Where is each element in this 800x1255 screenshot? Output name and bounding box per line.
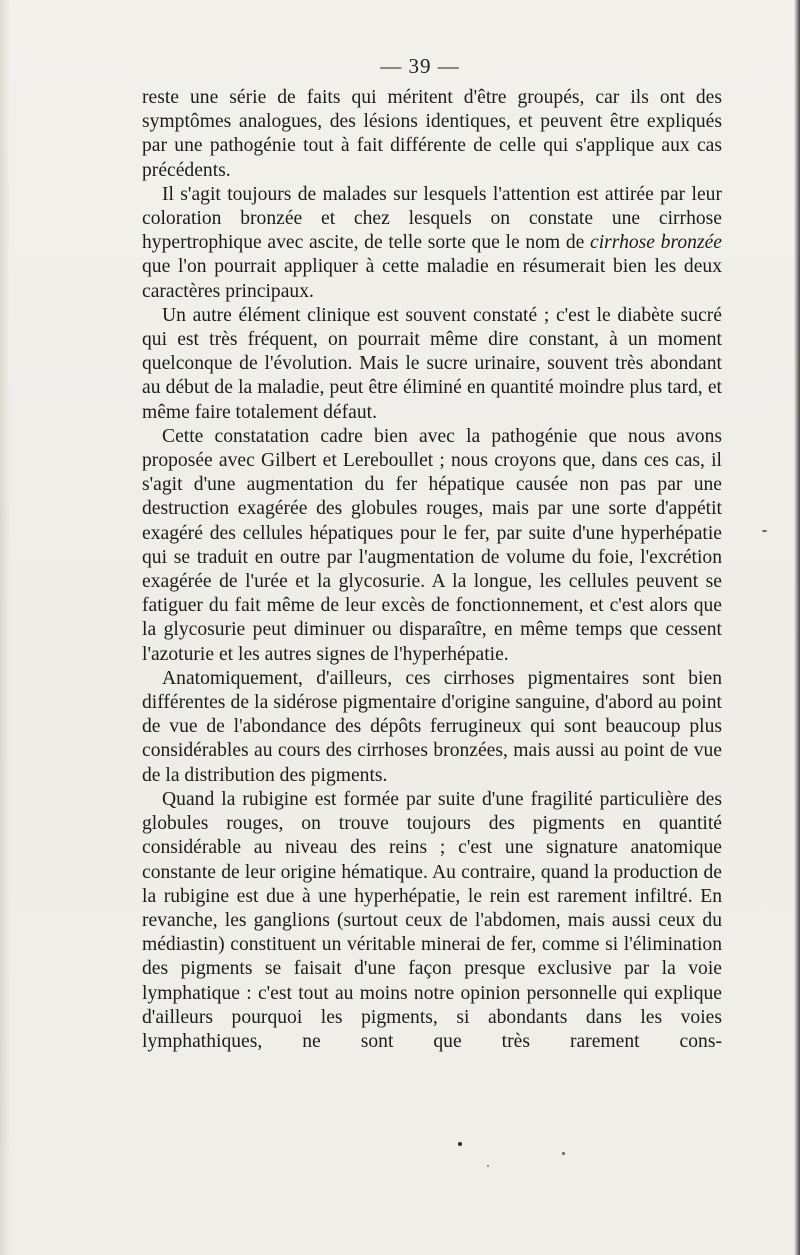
page-gutter-shadow	[0, 0, 10, 1255]
paper-speck	[762, 530, 767, 532]
paragraph-2-tail: que l'on pourrait appliquer à cette maladie en résumerait bien les deux caractères principaux.	[142, 256, 722, 302]
paragraph-5: Anatomiquement, d'ailleurs, ces cirrhoses pigmentaires sont bien différentes de la sidérose pigmentaire d'origine sanguine, d'abord au point de vue de l'abondance des dépôts ferrugineux qui sont beaucoup plus considérables au cours des cirrhoses bronzées, mais aussi au point de vue de la distribution des pigments.	[142, 667, 722, 786]
paragraph-2-italic-term: cirrhose bronzée	[590, 232, 722, 254]
paper-speck	[562, 1152, 565, 1155]
paper-speck	[458, 1142, 462, 1146]
paragraph-1: reste une série de faits qui méritent d'être groupés, car ils ont des symptômes analogues, des lésions identiques, et peuvent être expliqués par une pathogénie tout à fait différente de celle qui s'applique aux cas précédents.	[142, 87, 722, 181]
paragraph-2	[142, 183, 722, 304]
page-number: — 39 —	[380, 54, 460, 78]
paragraph-4: Cette constatation cadre bien avec la pathogénie que nous avons proposée avec Gilbert et Lereboullet ; nous croyons que, dans ces cas, il s'agit d'une augmentation du fer hépatique causée non pas par une destruction exagérée des globules rouges, mais par une sorte d'appétit exagéré des cellules hépatiques pour le fer, par suite d'une hyperhépatie qui se traduit en outre par l'augmentation de volume du foie, l'excrétion exagérée de l'urée et la glycosurie. A la longue, les cellules peuvent se fatiguer du fait même de leur excès de fonctionnement, et c'est alors que la glycosurie peut diminuer ou disparaître, en même temps que cessent l'azoturie et les autres signes de l'hyperhépatie.	[142, 425, 722, 665]
paragraph-2-lead: Il s'agit toujours de malades sur lesquels l'attention est attirée par leur coloration bronzée et chez lesquels on constate une cirrhose hypertrophique avec ascite, de telle sorte que le nom de	[142, 183, 722, 254]
page-edge-shadow	[794, 0, 800, 1255]
paragraph-6: Quand la rubigine est formée par suite d'une fragilité particulière des globules rouges, on trouve toujours des pigments en quantité considérable au niveau des reins ; c'est une signature anatomique constante de leur origine hématique. Au contraire, quand la production de la rubigine est due à une hyperhépatie, le rein est rarement infiltré. En revanche, les ganglions (surtout ceux de l'abdomen, mais aussi ceux du médiastin) constituent un véritable minerai de fer, comme si l'élimination des pigments se faisait d'une façon presque exclusive par la voie lymphatique : c'est tout au moins notre opinion personnelle qui explique d'ailleurs pourquoi les pigments, si abondants dans les voies lymphathiques, ne sont que très rarement cons-	[142, 788, 722, 1052]
body-text	[142, 86, 722, 1054]
paragraph-3: Un autre élément clinique est souvent constaté ; c'est le diabète sucré qui est très fréquent, on pourrait même dire constant, à un moment quelconque de l'évolution. Mais le sucre urinaire, souvent très abondant au début de la maladie, peut être éliminé en quantité moindre plus tard, et même faire totalement défaut.	[142, 304, 722, 423]
paper-speck	[487, 1165, 489, 1167]
